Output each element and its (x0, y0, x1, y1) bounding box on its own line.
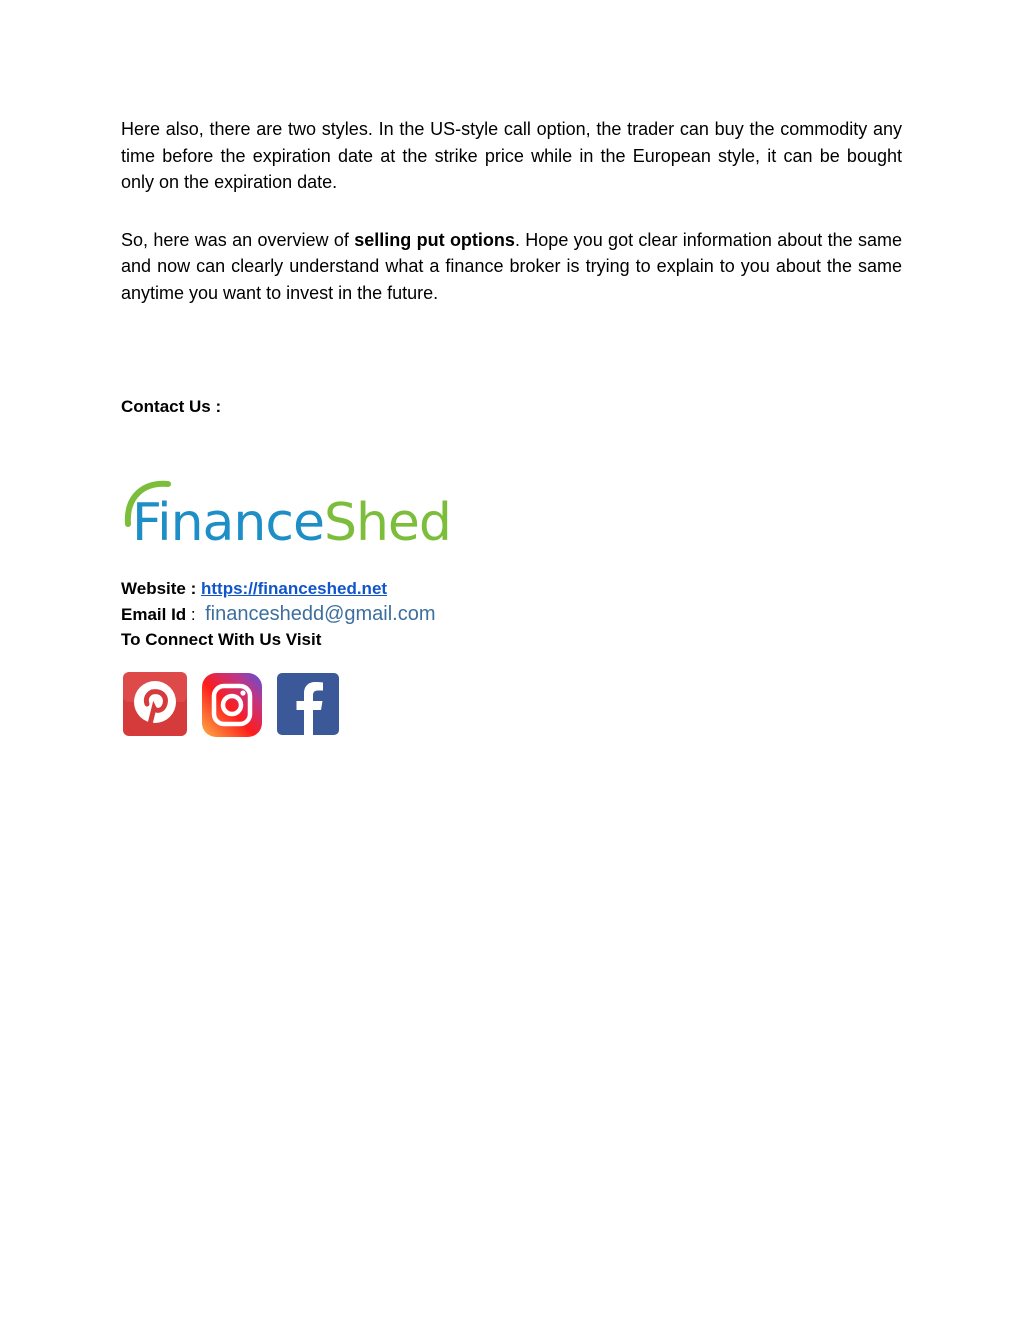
facebook-icon[interactable] (275, 671, 341, 737)
paragraph-overview (121, 227, 902, 307)
logo-text-shed: Shed (323, 493, 451, 548)
pinterest-icon[interactable] (121, 670, 189, 738)
paragraph-styles: Here also, there are two styles. In the US-style call option, the trader can buy the commodity any time before the expiration date at the strike price while in the European style, it can be bought only on the expiration date. (121, 119, 902, 192)
instagram-icon[interactable] (201, 668, 263, 740)
svg-text:FinanceShed (132, 493, 451, 548)
connect-text: To Connect With Us Visit (121, 630, 322, 649)
contact-heading: Contact Us : (121, 397, 222, 416)
overview-bold-term: selling put options (354, 229, 515, 250)
logo-text-finance: Finance (132, 493, 324, 548)
website-link[interactable]: https://financeshed.net (200, 579, 388, 598)
website-label: Website : (121, 579, 201, 598)
website-line (121, 576, 436, 602)
email-label: Email Id (121, 604, 187, 624)
document-body (121, 116, 902, 306)
email-address[interactable]: financeshedd@gmail.com (205, 602, 436, 625)
financeshed-logo (122, 478, 502, 548)
overview-text-end: . Hope you got clear information about the same and now can clearly understand what a finance broker is trying to explain to you about the same anytime you want to invest in the future. (121, 229, 902, 303)
overview-text-start: So, here was an overview of (121, 229, 355, 250)
email-separator: : (186, 604, 206, 624)
email-line (121, 602, 436, 628)
contact-details (121, 576, 436, 653)
social-links (121, 668, 341, 740)
